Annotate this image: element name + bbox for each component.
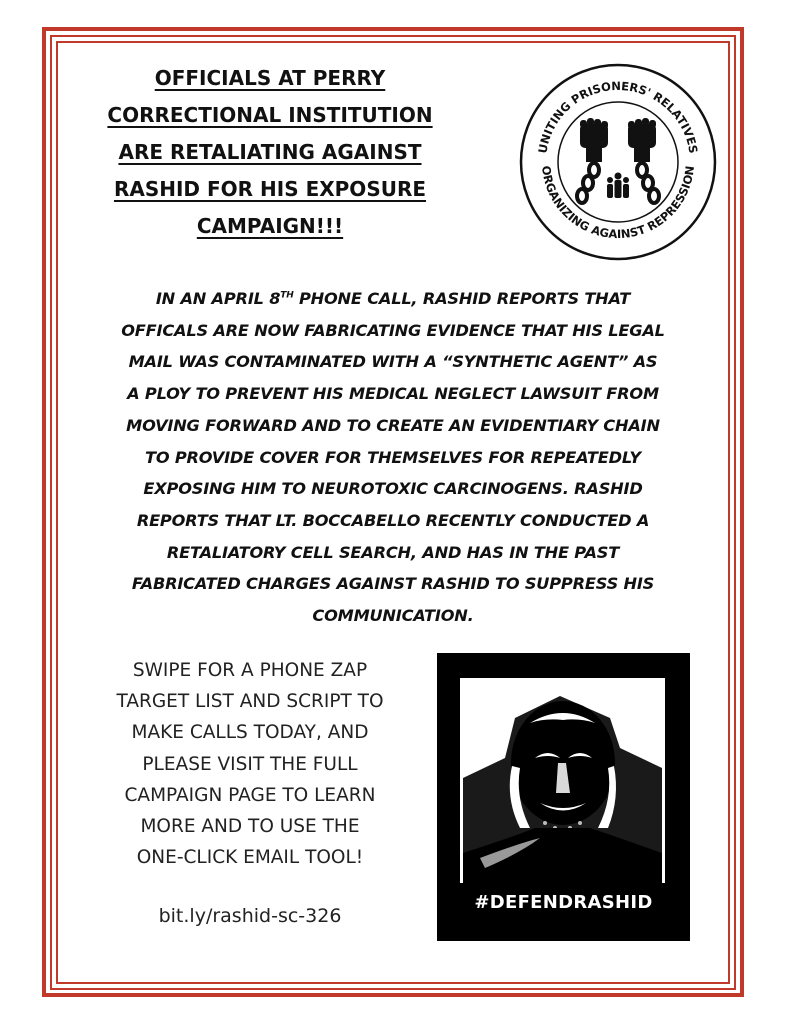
portrait-photo [460, 678, 665, 883]
headline-line: CORRECTIONAL INSTITUTION [107, 103, 433, 127]
headline-line: OFFICIALS AT PERRY [154, 66, 386, 90]
body-line: MAIL WAS CONTAMINATED WITH A “SYNTHETIC AGENT” AS [128, 352, 658, 372]
campaign-link[interactable]: bit.ly/rashid-sc-326 [158, 905, 342, 927]
headline-line: ARE RETALIATING AGAINST [118, 140, 422, 164]
cta-line: TARGET LIST AND SCRIPT TO [116, 691, 384, 713]
body-line: TO PROVIDE COVER FOR THEMSELVES FOR REPEATEDLY [145, 447, 641, 467]
body-line: REPORTS THAT LT. BOCCABELLO RECENTLY CONDUCTED A [136, 510, 650, 530]
headline [70, 60, 470, 245]
body-line: MOVING FORWARD AND TO CREATE AN EVIDENTIARY CHAIN [126, 415, 660, 435]
cta-line: MORE AND TO USE THE [140, 816, 360, 838]
cta-line: PLEASE VISIT THE FULL [142, 753, 358, 775]
logo-top-text: UNITING PRISONERS' RELATIVES [535, 78, 701, 155]
body-line [70, 283, 716, 315]
body-text-segment: PHONE CALL, RASHID REPORTS THAT [293, 289, 631, 308]
cta-line: ONE-CLICK EMAIL TOOL! [136, 847, 364, 869]
hashtag-label: #DEFENDRASHID [474, 892, 653, 913]
ordinal-suffix: TH [280, 290, 294, 301]
cta-line: SWIPE FOR A PHONE ZAP [132, 660, 368, 681]
body-line: FABRICATED CHARGES AGAINST RASHID TO SUPPRESS HIS [131, 574, 655, 594]
logo-bottom-text: ORGANIZING AGAINST REPRESSION [538, 164, 698, 242]
body-paragraph [70, 283, 716, 632]
organization-logo [518, 62, 718, 262]
headline-line: RASHID FOR HIS EXPOSURE [113, 177, 427, 201]
call-to-action [70, 655, 430, 873]
body-line: A PLOY TO PREVENT HIS MEDICAL NEGLECT LAWSUIT FROM [127, 384, 659, 404]
cta-line: CAMPAIGN PAGE TO LEARN [124, 784, 376, 806]
body-line: RETALIATORY CELL SEARCH, AND HAS IN THE PAST [166, 542, 620, 562]
body-line: COMMUNICATION. [312, 606, 474, 626]
cta-line: MAKE CALLS TODAY, AND [131, 722, 369, 744]
headline-line: CAMPAIGN!!! [196, 214, 344, 238]
body-text-segment: IN AN APRIL 8 [155, 289, 281, 308]
body-line: OFFICALS ARE NOW FABRICATING EVIDENCE THAT HIS LEGAL [121, 320, 665, 340]
body-line: EXPOSING HIM TO NEUROTOXIC CARCINOGENS. RASHID [143, 479, 643, 499]
